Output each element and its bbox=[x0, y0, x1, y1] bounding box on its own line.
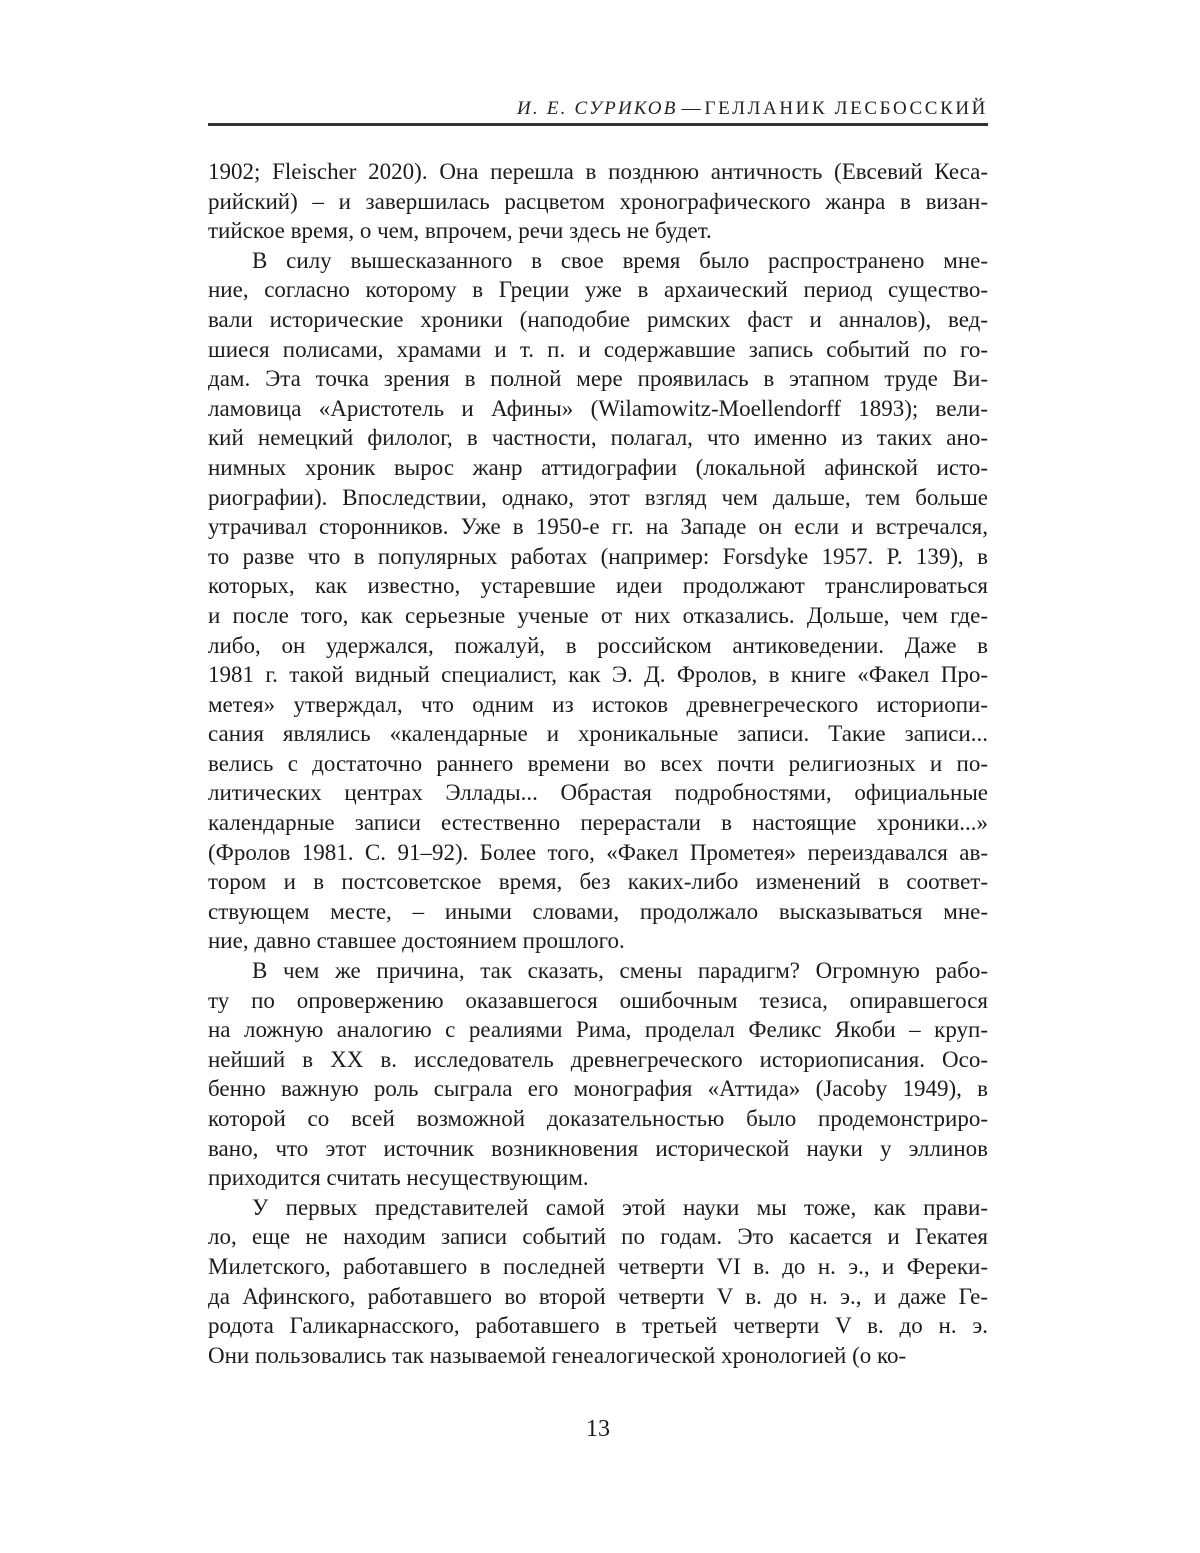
text-line: ло, еще не находим записи событий по годам. Это касается и Гекатея bbox=[208, 1224, 988, 1250]
paragraph bbox=[208, 956, 988, 1193]
text-line: (Фролов 1981. С. 91–92). Более того, «Факел Прометея» переиздавался ав- bbox=[208, 839, 988, 865]
paragraph bbox=[208, 1193, 988, 1371]
text-line: на ложную аналогию с реалиями Рима, проделал Феликс Якоби – круп- bbox=[208, 1017, 988, 1043]
text-line: утрачивал сторонников. Уже в 1950-е гг. на Западе он если и встречался, bbox=[208, 514, 988, 540]
text-line: сания являлись «календарные и хроникальные записи. Такие записи... bbox=[208, 721, 988, 747]
text-line: Милетского, работавшего в последней четверти VI в. до н. э., и Фереки- bbox=[208, 1253, 988, 1279]
text-line: приходится считать несуществующим. bbox=[208, 1165, 589, 1191]
header-separator: — bbox=[681, 98, 701, 119]
text-line: У первых представителей самой этой науки мы тоже, как прави- bbox=[252, 1194, 988, 1220]
text-line: 1902; Fleischer 2020). Она перешла в позднюю античность (Евсевий Кеса- bbox=[208, 159, 988, 184]
text-line: календарные записи естественно перерастали в настоящие хроники...» bbox=[208, 810, 988, 836]
text-line: и после того, как серьезные ученые от них отказались. Дольше, чем где- bbox=[208, 602, 988, 628]
text-line: ту по опровержению оказавшегося ошибочным тезиса, опиравшегося bbox=[208, 987, 988, 1013]
text-line: тийское время, о чем, впрочем, речи здесь не будет. bbox=[208, 218, 712, 244]
header-author: И. Е. СУРИКОВ bbox=[517, 98, 678, 119]
text-line: нейший в XX в. исследователь древнегреческого историописания. Осо- bbox=[208, 1046, 988, 1072]
text-line: бенно важную роль сыграла его монография «Аттида» (Jacoby 1949), в bbox=[208, 1076, 988, 1102]
body-text bbox=[208, 157, 988, 1370]
paragraph bbox=[208, 157, 988, 246]
text-line: вано, что этот источник возникновения исторической науки у эллинов bbox=[208, 1135, 988, 1161]
text-line: В чем же причина, так сказать, смены парадигм? Огромную рабо- bbox=[252, 958, 988, 984]
page-number: 13 bbox=[586, 1416, 610, 1442]
text-line: дам. Эта точка зрения в полной мере проявилась в этапном труде Ви- bbox=[208, 366, 988, 392]
text-line: ламовица «Аристотель и Афины» (Wilamowitz-Moellendorff 1893); вели- bbox=[208, 395, 988, 421]
text-line: вали исторические хроники (наподобие римских фаст и анналов), вед- bbox=[208, 306, 988, 332]
text-line: ние, согласно которому в Греции уже в архаический период существо- bbox=[208, 277, 988, 303]
text-line: 1981 г. такой видный специалист, как Э. Д. Фролов, в книге «Факел Про- bbox=[208, 662, 988, 688]
text-line: метея» утверждал, что одним из истоков древнегреческого историопи- bbox=[208, 691, 988, 717]
text-line: рийский) – и завершилась расцветом хронографического жанра в визан- bbox=[208, 188, 988, 214]
text-line: родота Галикарнасского, работавшего в третьей четверти V в. до н. э. bbox=[208, 1313, 988, 1339]
text-line: В силу вышесказанного в свое время было распространено мне- bbox=[252, 247, 988, 273]
text-line: шиеся полисами, храмами и т. п. и содержавшие запись событий по го- bbox=[208, 336, 988, 362]
text-line: риографии). Впоследствии, однако, этот взгляд чем дальше, тем больше bbox=[208, 484, 988, 510]
text-line: нимных хроник вырос жанр аттидографии (локальной афинской исто- bbox=[208, 454, 988, 480]
text-line: литических центрах Эллады... Обрастая подробностями, официальные bbox=[208, 780, 988, 806]
header-title: ГЕЛЛАНИК ЛЕСБОССКИЙ bbox=[704, 98, 988, 119]
text-line: велись с достаточно раннего времени во всех почти религиозных и по- bbox=[208, 750, 988, 776]
text-line: да Афинского, работавшего во второй четверти V в. до н. э., и даже Ге- bbox=[208, 1283, 988, 1309]
text-line: то разве что в популярных работах (например: Forsdyke 1957. P. 139), в bbox=[208, 543, 988, 569]
text-line: ствующем месте, – иными словами, продолжало высказываться мне- bbox=[208, 898, 988, 924]
text-line: тором и в постсоветское время, без каких-либо изменений в соответ- bbox=[208, 869, 988, 895]
running-header bbox=[208, 97, 988, 120]
text-line: Они пользовались так называемой генеалогической хронологией (о ко- bbox=[208, 1342, 907, 1368]
text-block bbox=[208, 97, 988, 1370]
text-line: либо, он удержался, пожалуй, в российском антиковедении. Даже в bbox=[208, 632, 988, 658]
text-line: кий немецкий филолог, в частности, полагал, что именно из таких ано- bbox=[208, 425, 988, 451]
text-line: которой со всей возможной доказательностью было продемонстриро- bbox=[208, 1106, 988, 1131]
header-rule bbox=[208, 123, 988, 126]
paragraph bbox=[208, 246, 988, 956]
text-line: которых, как известно, устаревшие идеи продолжают транслироваться bbox=[208, 573, 988, 599]
text-line: ние, давно ставшее достоянием прошлого. bbox=[208, 928, 625, 954]
